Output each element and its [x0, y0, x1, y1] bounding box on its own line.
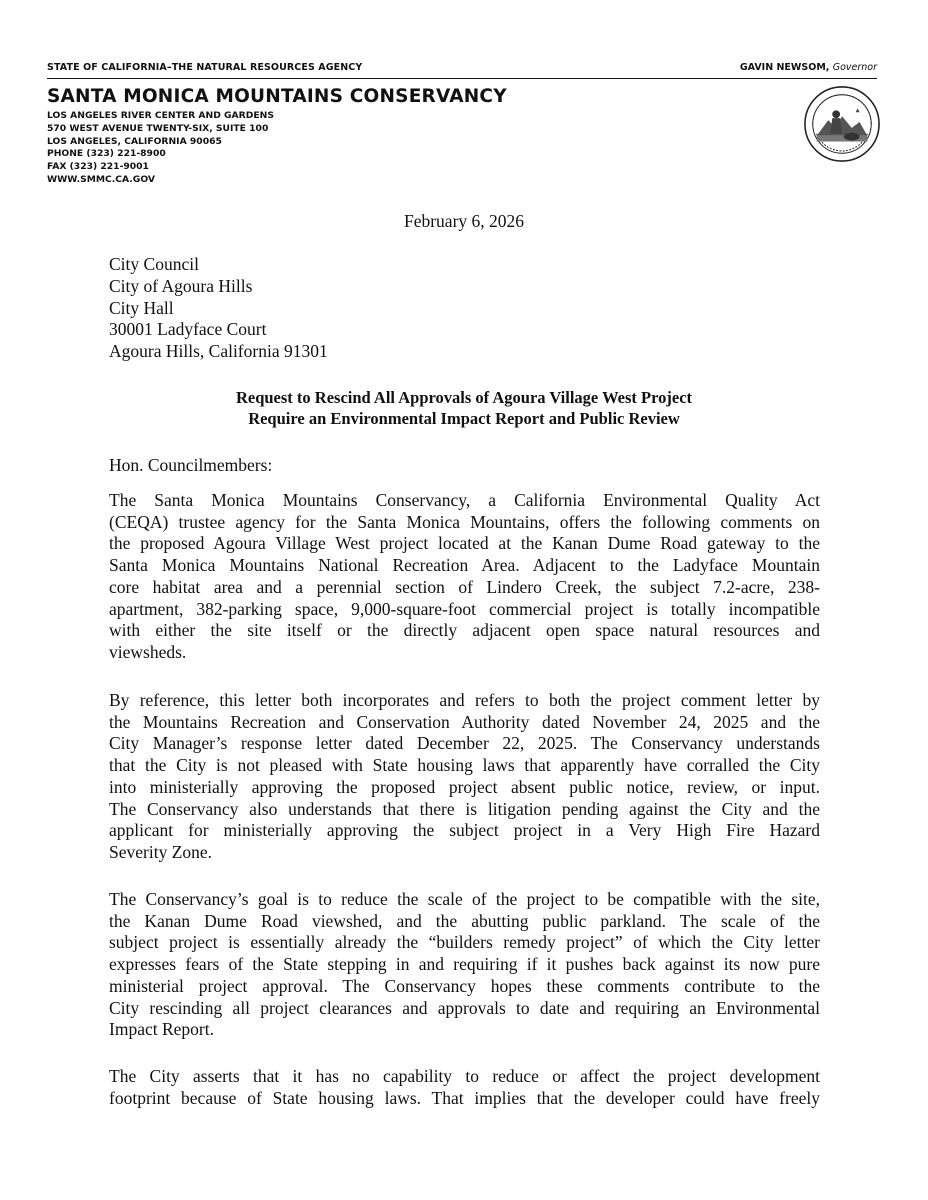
paragraph-line: The Conservancy also understands that there is litigation pending against the City and the — [109, 798, 820, 819]
recipient-line: City Council — [109, 254, 199, 274]
paragraph-line: footprint because of State housing laws. That implies that the developer could have freely — [109, 1087, 820, 1108]
paragraph-line: into ministerially approving the proposed project absent public notice, review, or input. — [109, 776, 820, 797]
address-line: LOS ANGELES RIVER CENTER AND GARDENS — [47, 110, 274, 121]
governor-line — [740, 62, 877, 73]
paragraph-line: viewsheds. — [109, 641, 187, 662]
paragraph-line: (CEQA) trustee agency for the Santa Monica Mountains, offers the following comments on — [109, 511, 820, 532]
body-paragraph-2 — [109, 690, 820, 864]
fax-line: FAX (323) 221-9001 — [47, 161, 149, 173]
paragraph-line: The Conservancy’s goal is to reduce the scale of the project to be compatible with the site, — [109, 889, 820, 909]
paragraph-line: subject project is essentially already the “builders remedy project” of which the City letter — [109, 932, 820, 953]
governor-name: GAVIN NEWSOM, — [739, 62, 830, 73]
paragraph-line: the Mountains Recreation and Conservation Authority dated November 24, 2025 and the — [109, 711, 820, 732]
paragraph-line: core habitat area and a perennial section of Lindero Creek, the subject 7.2-acre, 238- — [109, 576, 820, 597]
body-paragraph-3 — [109, 889, 820, 1041]
paragraph-line: Severity Zone. — [109, 841, 213, 862]
paragraph-line: City rescinding all project clearances and approvals to date and requiring an Environmental — [109, 997, 820, 1018]
recipient-line: City of Agoura Hills — [109, 275, 253, 296]
governor-title: Governor — [832, 62, 877, 73]
paragraph-line: By reference, this letter both incorporates and refers to both the project comment letter by — [109, 690, 820, 710]
paragraph-line: with either the site itself or the directly adjacent open space natural resources and — [109, 620, 820, 641]
recipient-line: City Hall — [109, 297, 174, 318]
paragraph-line: the proposed Agoura Village West project located at the Kanan Dume Road gateway to the — [109, 533, 820, 554]
address-line: LOS ANGELES, CALIFORNIA 90065 — [47, 135, 222, 147]
paragraph-line: that the City is not pleased with State housing laws that apparently have corralled the City — [109, 755, 820, 776]
body-paragraph-1 — [109, 490, 820, 664]
agency-name: SANTA MONICA MOUNTAINS CONSERVANCY — [47, 86, 507, 107]
subject-heading — [0, 387, 928, 429]
subject-line: Request to Rescind All Approvals of Agoura Village West Project — [235, 388, 693, 407]
agency-address-block — [47, 110, 274, 187]
paragraph-line: Santa Monica Mountains National Recreation Area. Adjacent to the Ladyface Mountain — [109, 555, 820, 576]
paragraph-line: expresses fears of the State stepping in and requiring if it pushes back against its now pure — [109, 954, 820, 975]
subject-line: Require an Environmental Impact Report and Public Review — [248, 409, 680, 428]
letter-date: February 6, 2026 — [403, 211, 525, 231]
letterhead-top-rule — [47, 60, 877, 79]
state-agency-line: STATE OF CALIFORNIA–THE NATURAL RESOURCES AGENCY — [47, 62, 363, 73]
salutation: Hon. Councilmembers: — [109, 455, 273, 475]
paragraph-line: the Kanan Dume Road viewshed, and the abutting public parkland. The scale of the — [109, 910, 820, 931]
phone-line: PHONE (323) 221-8900 — [47, 148, 166, 160]
paragraph-line: applicant for ministerially approving the subject project in a Very High Fire Hazard — [109, 820, 820, 841]
address-line: 570 WEST AVENUE TWENTY-SIX, SUITE 100 — [47, 122, 269, 134]
paragraph-line: ministerial project approval. The Conservancy hopes these comments contribute to the — [109, 975, 820, 996]
body-paragraph-4 — [109, 1066, 820, 1109]
paragraph-line: City Manager’s response letter dated December 22, 2025. The Conservancy understands — [109, 733, 820, 754]
recipient-line: Agoura Hills, California 91301 — [109, 341, 328, 362]
paragraph-line: apartment, 382-parking space, 9,000-square-foot commercial project is totally incompatible — [109, 598, 820, 619]
paragraph-line: The City asserts that it has no capability to reduce or affect the project development — [109, 1066, 820, 1086]
recipient-address-block — [109, 254, 328, 363]
website-line: WWW.SMMC.CA.GOV — [47, 173, 156, 185]
paragraph-line: Impact Report. — [109, 1019, 214, 1040]
recipient-line: 30001 Ladyface Court — [109, 319, 267, 340]
paragraph-line: The Santa Monica Mountains Conservancy, a California Environmental Quality Act — [109, 490, 820, 510]
great-seal-of-california-icon — [803, 85, 881, 163]
